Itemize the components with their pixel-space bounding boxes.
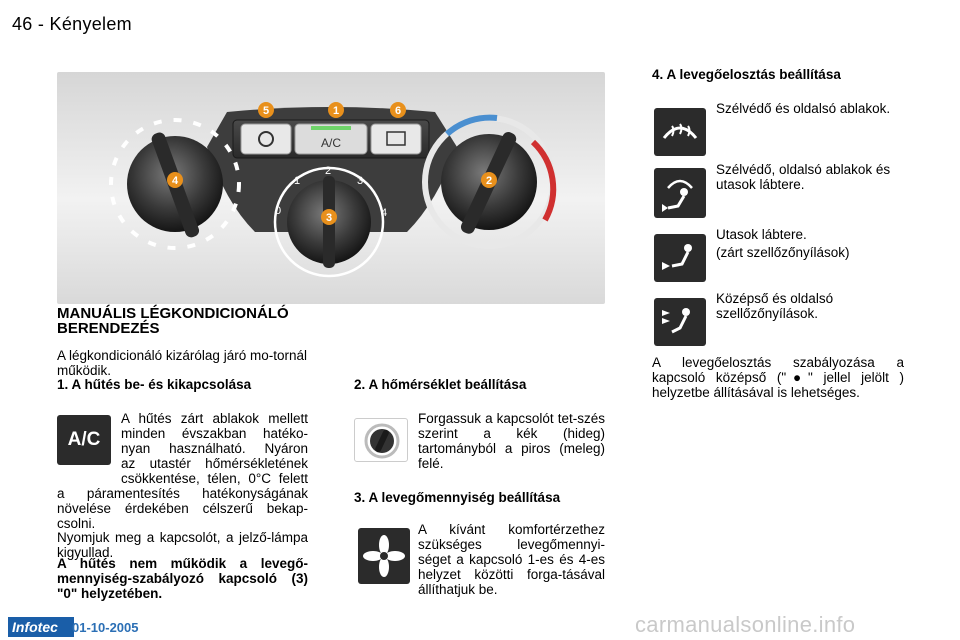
distribution-note: A levegőelosztás szabályozása a kapcsoló középső ("●" jellel jelölt ) helyzetbe állításával is lehetséges. [652, 355, 904, 400]
ac-icon-label: A/C [67, 429, 101, 450]
marker-5: 5 [262, 105, 270, 117]
climate-panel-drawing [57, 72, 605, 304]
fan-position-1: 1 [294, 175, 301, 187]
option-3-text [716, 227, 906, 260]
ac-button-label: A/C [320, 136, 342, 150]
section-title [57, 306, 317, 336]
temperature-knob-icon [354, 418, 408, 462]
section-1-line: A hűtés zárt ablakok mellett [121, 411, 308, 426]
watermark-site: carmanualsonline.info [635, 612, 856, 637]
option-2-text: Szélvédő, oldalsó ablakok és utasok lábtere. [716, 162, 891, 192]
section-3-text: A kívánt komfortérzethez szükséges levegőmennyi-séget a kapcsoló 1-es és 4-es helyzet közötti forga-tásával állíthatjuk be. [418, 522, 605, 597]
fan-position-0: 0 [275, 205, 282, 217]
section-2-title: 2. A hőmérséklet beállítása [354, 377, 527, 392]
section-1-line: nyan használható. Nyáron [121, 441, 308, 456]
windshield-and-feet-icon [654, 168, 706, 218]
climate-panel-image [57, 72, 605, 304]
option-3-line2: (zárt szellőzőnyílások) [716, 245, 850, 260]
windshield-defrost-icon [654, 108, 706, 156]
marker-4: 4 [171, 175, 179, 187]
intro-text: A légkondicionáló kizárólag járó mo-tornál működik. [57, 348, 307, 378]
marker-3: 3 [325, 212, 333, 224]
page-title: 46 - Kényelem [12, 14, 132, 34]
option-3-line1: Utasok lábtere. [716, 227, 807, 242]
ac-icon [57, 415, 111, 465]
infotec-logo: Infotec [8, 617, 74, 637]
section-title-line2: BERENDEZÉS [57, 320, 160, 337]
section-2-text: Forgassuk a kapcsolót tet-szés szerint a kék (hideg) tartományból a piros (meleg) felé. [418, 411, 605, 471]
fan-position-3: 3 [357, 175, 364, 187]
feet-icon [654, 234, 706, 282]
fan-position-4: 4 [381, 207, 388, 219]
fan-position-2: 2 [325, 165, 332, 177]
section-1-warning: A hűtés nem működik a levegő-mennyiség-szabályozó kapcsoló (3) "0" helyzetében. [57, 556, 308, 601]
section-3-title: 3. A levegőmennyiség beállítása [354, 490, 561, 505]
marker-1: 1 [332, 105, 340, 117]
fan-icon [358, 528, 410, 584]
section-1-line: az utastér hőmérsékletének [121, 456, 308, 471]
section-1-text-a [121, 411, 308, 486]
footer-date: 01-10-2005 [72, 620, 139, 635]
option-4-text: Középső és oldalsó szellőzőnyílások. [716, 291, 834, 321]
option-1-text: Szélvédő és oldalsó ablakok. [716, 101, 891, 116]
marker-6: 6 [394, 105, 402, 117]
face-vents-icon [654, 298, 706, 346]
section-1-line: csökkentése, télen, 0°C felett [121, 471, 308, 486]
section-title-line1: MANUÁLIS LÉGKONDICIONÁLÓ [57, 305, 289, 322]
section-1-text-b: a páramentesítés hatékonyságának növelése érdekében célszerű bekap-csolni. [57, 486, 308, 531]
section-1-text-c: Nyomjuk meg a kapcsolót, a jelző-lámpa kigyullad. [57, 530, 308, 560]
section-1-title: 1. A hűtés be- és kikapcsolása [57, 377, 252, 392]
marker-2: 2 [485, 175, 493, 187]
section-4-title: 4. A levegőelosztás beállítása [652, 67, 841, 82]
section-1-line: minden évszakban hatéko- [121, 426, 308, 441]
